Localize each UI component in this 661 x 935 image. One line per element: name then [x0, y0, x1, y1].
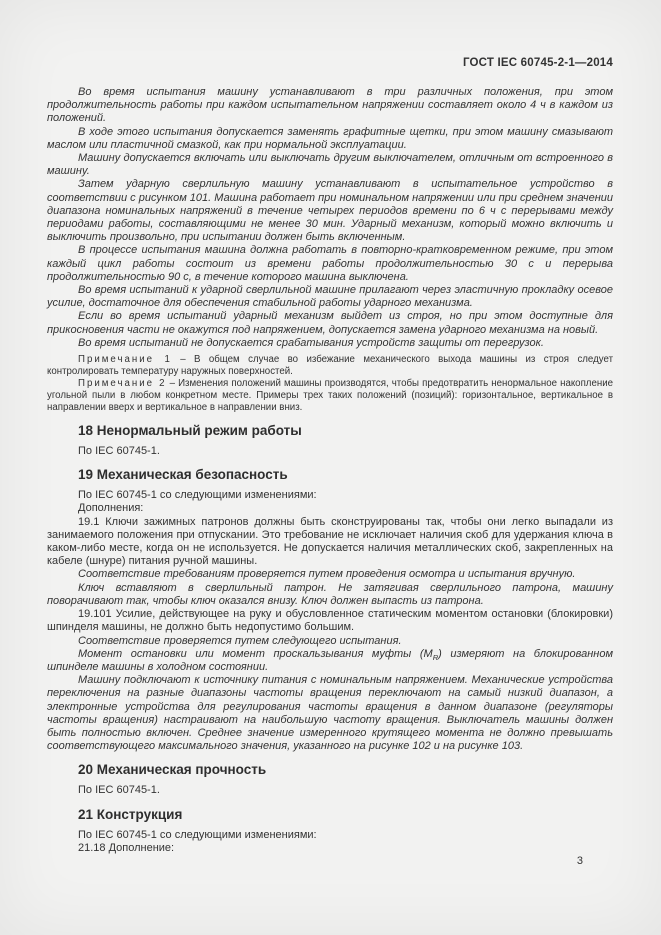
- body-paragraph: Во время испытаний не допускается срабатывания устройств защиты от перегрузок.: [78, 336, 544, 349]
- body-paragraph: В ходе этого испытания допускается заменять графитные щетки, при этом машину смазывают маслом или пластичной смазкой, как при нормальной эксплуатации.: [47, 125, 613, 151]
- body-paragraph: Во время испытаний к ударной сверлильной машине прилагают через эластичную прокладку осевое усилие, достаточное для обеспечения стабильной работы ударного механизма.: [47, 284, 613, 310]
- body-paragraph: Ключ вставляют в сверлильный патрон. Не затягивая сверлильного патрона, машину поворачивают так, чтобы ключ оказался внизу. Ключ должен выпасть из патрона.: [47, 581, 613, 607]
- paragraph-text: Момент остановки или момент проскальзывания муфты (М: [78, 647, 433, 660]
- note-label: Примечание 2: [78, 378, 167, 390]
- body-paragraph: Соответствие проверяется путем следующего испытания.: [78, 634, 402, 647]
- body-paragraph: По IEC 60745-1 со следующими изменениями:: [78, 489, 317, 502]
- document-header: ГОСТ IEC 60745-2-1—2014: [462, 57, 613, 69]
- note-2: [47, 378, 613, 414]
- body-paragraph: По IEC 60745-1.: [78, 445, 160, 458]
- body-paragraph: Если во время испытаний ударный механизм выйдет из строя, но при этом доступные для прикосновения части не окажутся под напряжением, допускается замена ударного механизма на новый.: [47, 310, 613, 336]
- body-paragraph: Во время испытания машину устанавливают в три различных положения, при этом продолжительность работы при каждом испытательном напряжении составляет около 4 ч в каждом из положений.: [47, 86, 613, 125]
- body-paragraph: По IEC 60745-1 со следующими изменениями:: [78, 828, 317, 841]
- page-number: 3: [576, 855, 583, 867]
- note-text: – В общем случае во избежание механического выхода машины из строя следует контролировать температуру наружных поверхностей.: [47, 354, 614, 378]
- subscript-R: R: [432, 652, 439, 662]
- body-paragraph: По IEC 60745-1.: [78, 784, 160, 797]
- note-text: – Изменения положений машины производятся, чтобы предотвратить ненормальное накопление угольной пыли в любом конкретном месте. Примеры трех таких положений (позиций): горизонтальное, вертикальное в направлении вверх и вертикальное в направлении вниз.: [47, 378, 613, 414]
- body-paragraph: 19.101 Усилие, действующее на руку и обусловленное статическим моментом остановки (блокировки) шпинделя машины, не должно быть недопустимо большим.: [47, 608, 613, 634]
- section-heading-19: 19 Механическая безопасность: [78, 467, 288, 483]
- body-paragraph: Машину допускается включать или выключать другим выключателем, отличным от встроенного в машину.: [47, 152, 613, 178]
- body-paragraph: Затем ударную сверлильную машину устанавливают в испытательное устройство в соответствии с рисунком 101. Машина работает при номинальном напряжении или при среднем значении диапазона номинальных напряжений в течение четырех периодов времени по 6 ч с перерывами между периодами работы, составляющими не менее 30 мин. Ударный механизм, который можно включить и выключить произвольно, при испытании должен быть включенным.: [47, 178, 613, 244]
- body-paragraph: Дополнения:: [78, 502, 144, 515]
- body-paragraph: 21.18 Дополнение:: [78, 841, 175, 854]
- note-1: [47, 354, 613, 378]
- section-heading-21: 21 Конструкция: [78, 806, 183, 822]
- body-paragraph: 19.1 Ключи зажимных патронов должны быть сконструированы так, чтобы они легко выпадали из занимаемого положения при отпускании. Это требование не исключает наличия скоб для удержания ключа в каком-либо месте, когда он не используется. Не допускается наличия металлических скоб, закрепленных на кабеле (шнуре) питания ручной машины.: [47, 515, 613, 568]
- body-paragraph-with-subscript: [47, 648, 613, 674]
- section-heading-18: 18 Ненормальный режим работы: [78, 423, 302, 439]
- note-label: Примечание 1: [78, 354, 172, 366]
- paragraph-text: ) измеряют на блокированном шпинделе машины в холодном состоянии.: [47, 647, 613, 673]
- body-paragraph: Машину подключают к источнику питания с номинальным напряжением. Механические устройства переключения на разные диапазоны частоты вращения переключают на самый низкий диапазон, а электронные устройства для регулирования частоты вращения в данном диапазоне (регуляторы частоты вращения) настраивают на наибольшую частоту вращения. Выключатель машины должен быть полностью включен. Среднее значение измеренного крутящего момента не должно превышать соответствующего максимального значения, указанного на рисунке 102 и на рисунке 103.: [47, 674, 613, 753]
- section-heading-20: 20 Механическая прочность: [78, 762, 267, 778]
- body-paragraph: Соответствие требованиям проверяется путем проведения осмотра и испытания вручную.: [78, 568, 576, 581]
- body-paragraph: В процессе испытания машина должна работать в повторно-кратковременном режиме, при этом каждый цикл работы состоит из времени работы продолжительностью 30 с и перерыва продолжительностью 90 с, в течение которого машина выключена.: [47, 244, 613, 283]
